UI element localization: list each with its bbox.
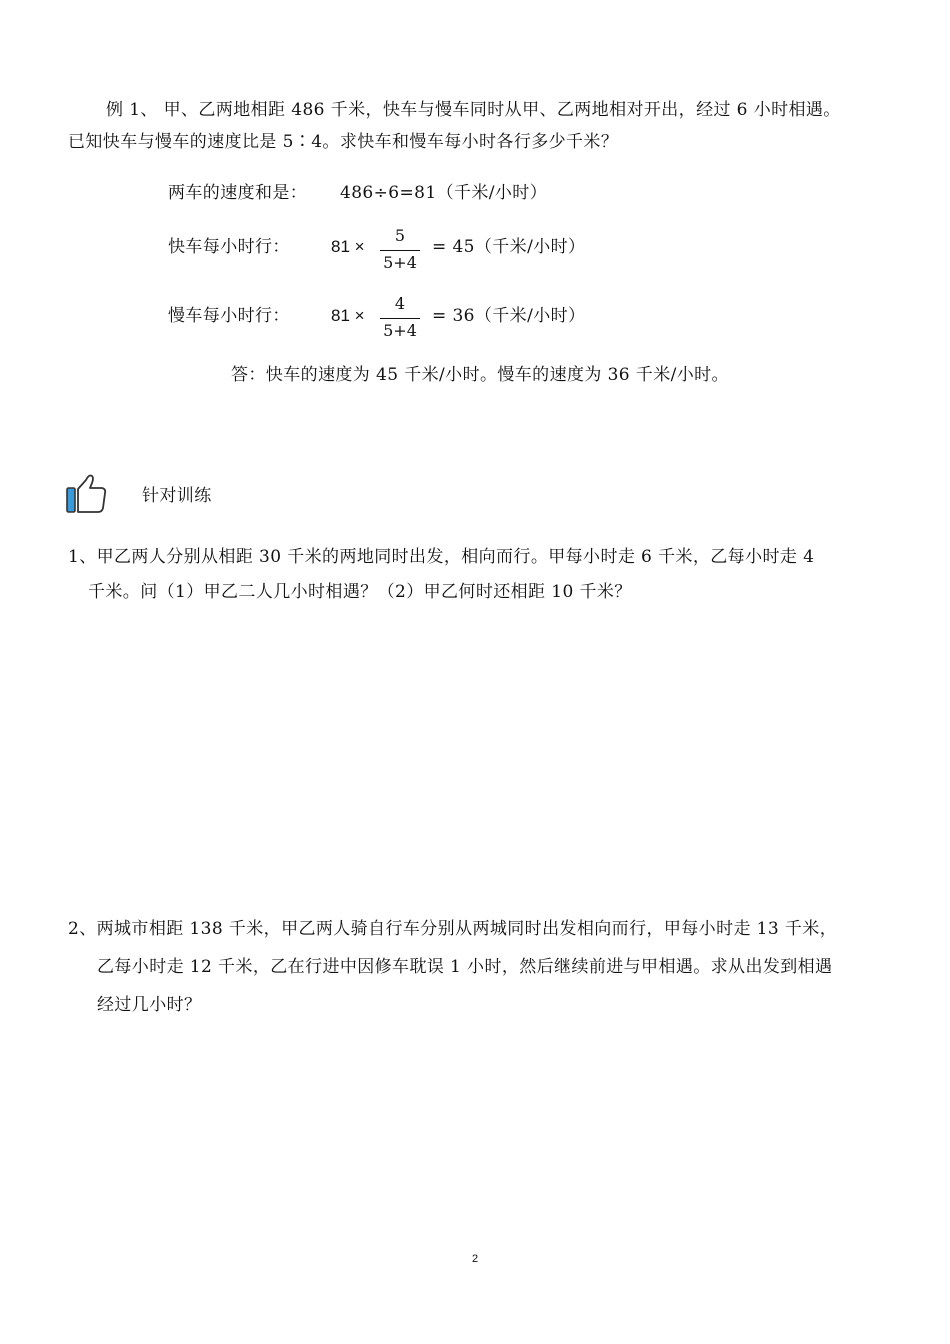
example-line-2: 已知快车与慢车的速度比是 5∶4。求快车和慢车每小时各行多少千米？	[68, 132, 619, 152]
speed-sum-label: 两车的速度和是：	[168, 183, 308, 203]
thumbs-up-icon	[64, 470, 110, 516]
problem-2-line-3: 经过几小时？	[97, 995, 202, 1015]
problem-2-line-1: 2、两城市相距 138 千米，甲乙两人骑自行车分别从两城同时出发相向而行，甲每小时走 13 千米，	[68, 919, 838, 939]
slow-car-numerator: 4	[394, 294, 406, 313]
example-answer: 答：快车的速度为 45 千米/小时。慢车的速度为 36 千米/小时。	[231, 365, 729, 385]
slow-car-denominator: 5+4	[383, 321, 417, 340]
fast-car-label: 快车每小时行：	[168, 237, 290, 257]
problem-2-line-2: 乙每小时走 12 千米，乙在行进中因修车耽误 1 小时，然后继续前进与甲相遇。求从出发到相遇	[97, 957, 833, 977]
fast-car-result: = 45（千米/小时）	[432, 237, 586, 257]
fast-car-factor: 81 ×	[331, 237, 365, 256]
fast-car-denominator: 5+4	[383, 253, 417, 272]
slow-car-factor: 81 ×	[331, 306, 365, 325]
problem-1-line-2: 千米。问（1）甲乙二人几小时相遇？（2）甲乙何时还相距 10 千米？	[88, 582, 632, 602]
slow-car-result: = 36（千米/小时）	[432, 306, 586, 326]
example-line-1: 例 1、 甲、乙两地相距 486 千米，快车与慢车同时从甲、乙两地相对开出，经过 6 小时相遇。	[106, 100, 841, 120]
speed-sum-expression: 486÷6=81（千米/小时）	[340, 183, 548, 203]
fast-car-fraction	[378, 226, 422, 273]
fast-car-numerator: 5	[394, 226, 406, 245]
slow-car-label: 慢车每小时行：	[168, 306, 290, 326]
page-number: 2	[471, 1253, 479, 1265]
slow-car-fraction	[378, 294, 422, 341]
section-title: 针对训练	[142, 486, 212, 506]
problem-1-line-1: 1、甲乙两人分别从相距 30 千米的两地同时出发，相向而行。甲每小时走 6 千米，乙每小时走 4	[68, 547, 815, 567]
